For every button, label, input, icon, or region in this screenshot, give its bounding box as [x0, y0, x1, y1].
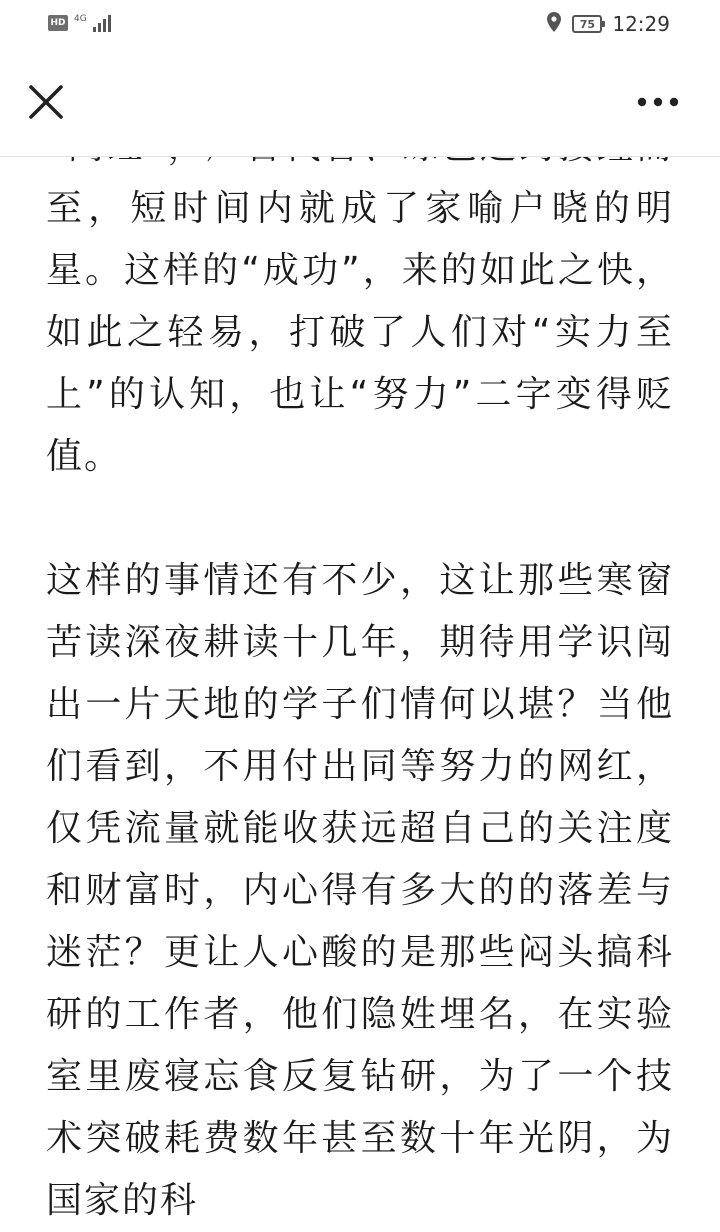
status-left: [48, 14, 111, 32]
more-options-button[interactable]: [630, 80, 686, 124]
clock: 12:29: [612, 12, 670, 36]
signal-icon: [93, 14, 111, 32]
article-viewport[interactable]: [0, 157, 720, 1219]
article-paragraph: 这样的事情还有不少，这让那些寒窗苦读深夜耕读十几年，期待用学识闯出一片天地的学子们情何以堪？当他们看到，不用付出同等努力的网红，仅凭流量就能收获远超自己的关注度和财富时，内心得有多大的的落差与迷茫？更让人心酸的是那些闷头搞科研的工作者，他们隐姓埋名，在实验室里废寝忘食反复钻研，为了一个技术突破耗费数年甚至数十年光阴，为国家的科: [46, 560, 674, 1221]
article-body: [46, 116, 674, 1232]
network-type: 4G: [74, 13, 87, 24]
status-bar: [0, 0, 720, 50]
top-app-bar: [0, 50, 720, 157]
battery-indicator: 75: [572, 15, 602, 33]
status-right: [546, 11, 670, 37]
hd-badge: HD: [48, 15, 68, 31]
more-icon: [630, 80, 686, 124]
close-button[interactable]: [22, 78, 70, 126]
location-icon: [546, 11, 562, 37]
article-paragraph: 至，短时间内就成了家喻户晓的明星。这样的“成功”，来的如此之快，如此之轻易，打破了人们对“实力至上”的认知，也让“努力”二字变得贬值。: [46, 188, 674, 477]
close-icon: [22, 78, 70, 126]
